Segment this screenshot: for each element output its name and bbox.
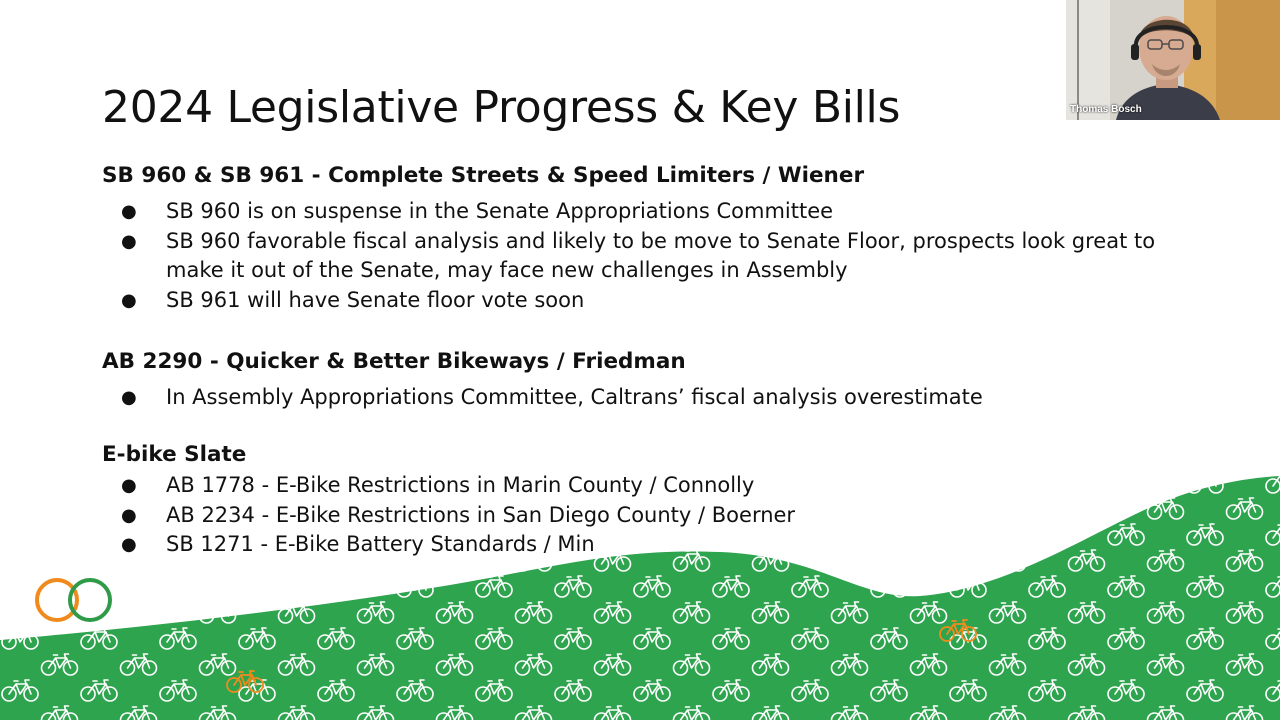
- bullet-icon: ●: [121, 387, 137, 408]
- list-item: ● SB 961 will have Senate floor vote soon: [102, 286, 1162, 316]
- participant-name-label: Thomas Bosch: [1070, 104, 1142, 115]
- bullet-icon: ●: [121, 475, 137, 496]
- list-item: ● In Assembly Appropriations Committee, Caltrans’ fiscal analysis overestimate: [102, 383, 1162, 413]
- interlocking-rings-logo: [33, 575, 115, 625]
- list-item: ● AB 2234 - E-Bike Restrictions in San Diego County / Boerner: [102, 501, 1162, 531]
- bullet-list-ebike-slate: [102, 471, 1162, 560]
- participant-video-feed: [1066, 0, 1280, 120]
- section-heading-ab2290: AB 2290 - Quicker & Better Bikeways / Friedman: [102, 349, 686, 374]
- bullet-icon: ●: [121, 201, 137, 222]
- list-item: ● SB 960 is on suspense in the Senate Appropriations Committee: [102, 197, 1162, 227]
- bullet-icon: ●: [121, 504, 137, 526]
- bullet-icon: ●: [121, 230, 137, 252]
- list-item: ● AB 1778 - E-Bike Restrictions in Marin County / Connolly: [102, 471, 1162, 501]
- bullet-list-ab2290: [102, 383, 1162, 413]
- list-item: ● SB 960 favorable fiscal analysis and likely to be move to Senate Floor, prospects look great to make it out of the Senate, may face new challenges in Assembly: [121, 228, 1156, 282]
- list-item: ● SB 1271 - E-Bike Battery Standards / Min: [102, 530, 1162, 560]
- participant-video-tile[interactable]: [1066, 0, 1280, 120]
- bullet-icon: ●: [121, 534, 137, 555]
- section-heading-sb960-sb961: SB 960 & SB 961 - Complete Streets & Speed Limiters / Wiener: [102, 163, 865, 188]
- slide-title: 2024 Legislative Progress & Key Bills: [102, 82, 901, 133]
- bullet-icon: ●: [121, 289, 137, 311]
- section-heading-ebike-slate: E-bike Slate: [102, 442, 247, 467]
- bullet-list-sb960-sb961: [102, 197, 1162, 315]
